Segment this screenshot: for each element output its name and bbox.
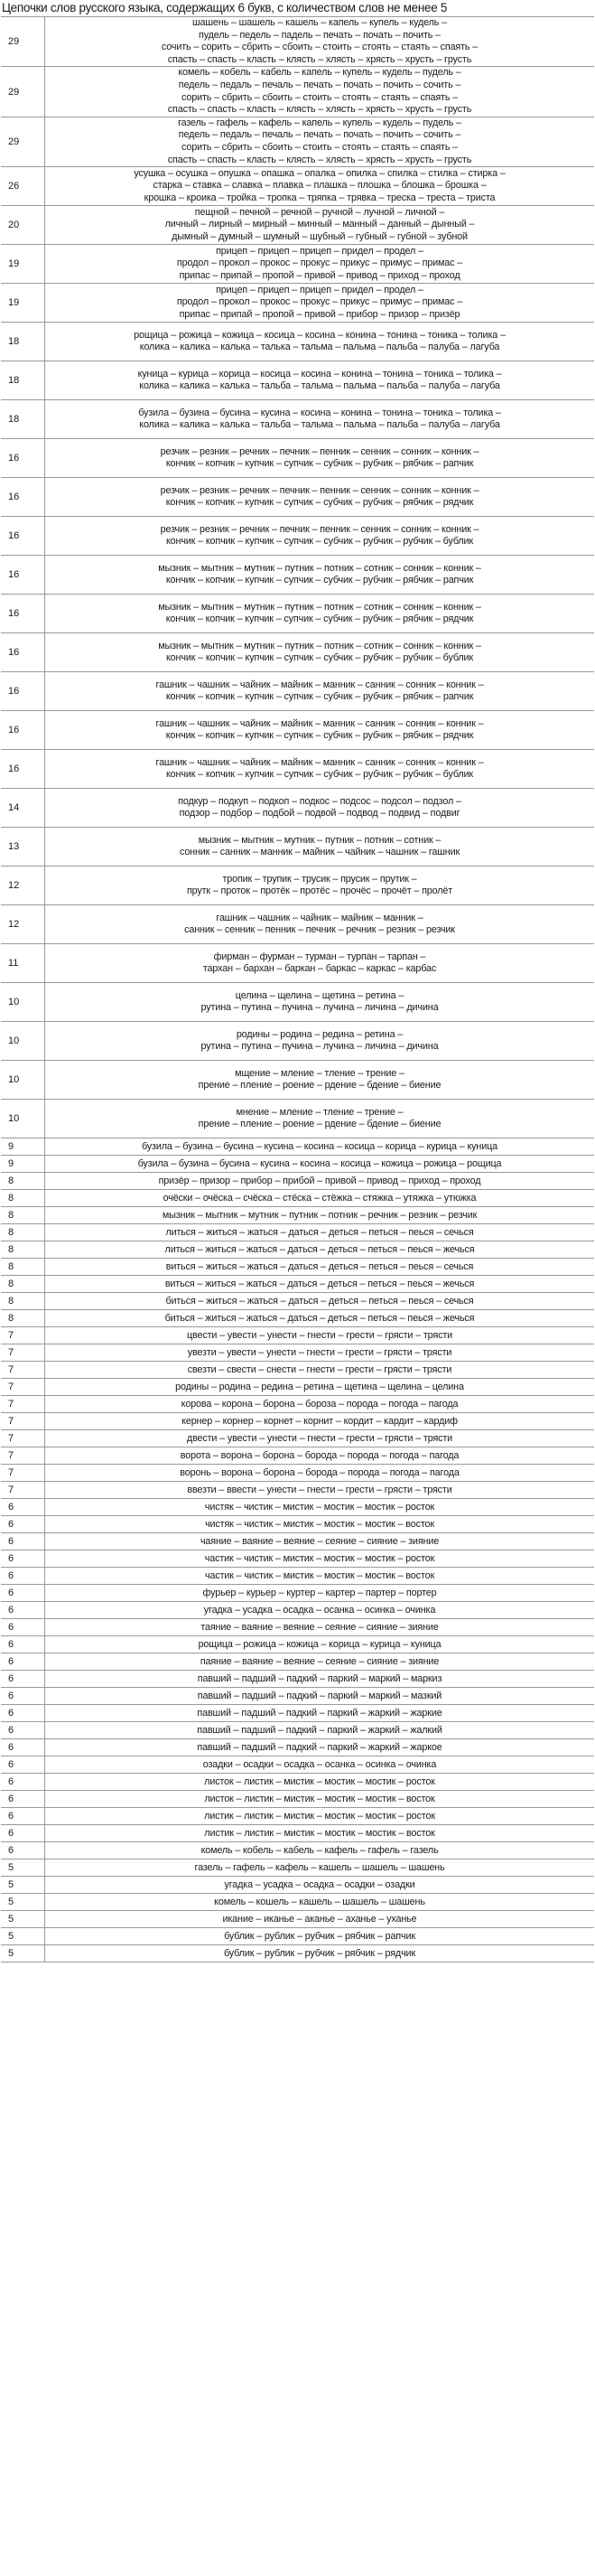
word-chain: [45, 17, 595, 67]
word-chain: бублик – рублик – рубчик – рябчик – рядчик: [45, 1945, 595, 1962]
word-chain: [45, 866, 595, 905]
table-row: [1, 1774, 594, 1791]
chain-line: колика – калика – калька – тальба – тальма – пальма – пальба – палуба – лагуба: [139, 380, 500, 392]
word-count: 6: [1, 1739, 45, 1756]
word-count: 8: [1, 1293, 45, 1310]
word-chain: газель – гафель – кафель – кашель – шашель – шашень: [45, 1859, 595, 1877]
chain-line: мщение – мление – тление – трение –: [235, 1067, 404, 1079]
table-row: [1, 1653, 594, 1671]
table-row: [1, 1276, 594, 1293]
chain-line: сорить – сбрить – сбоить – стоить – стоять – стаять – спаять –: [181, 91, 459, 103]
word-chain: ввезти – ввести – унести – гнести – грести – грясти – трясти: [45, 1482, 595, 1499]
word-chain: [45, 1022, 595, 1061]
chain-line: рутина – путина – пучина – лучина – личина – дичина: [200, 1041, 439, 1053]
word-count: 6: [1, 1619, 45, 1636]
word-count: 6: [1, 1688, 45, 1705]
word-count: 5: [1, 1877, 45, 1894]
chain-line: спасть – спасть – класть – клясть – хлясть – хрясть – хрусть – грусть: [167, 53, 472, 65]
word-chain: ворота – ворона – борона – борода – порода – погода – пагода: [45, 1447, 595, 1465]
word-chain: фурьер – курьер – куртер – картер – партер – портер: [45, 1585, 595, 1602]
word-chain: [45, 905, 595, 944]
chain-line: припас – припай – пропой – привой – прибор – призор – призёр: [179, 308, 460, 320]
table-row: [1, 1482, 594, 1499]
word-count: 29: [1, 17, 45, 67]
chain-line: сонник – санник – манник – майник – чайник – чашник – гашник: [179, 847, 460, 858]
word-chain: частик – чистик – мистик – мостик – мостик – росток: [45, 1550, 595, 1568]
table-row: [1, 1688, 594, 1705]
word-chain: угадка – усадка – осадка – осанка – осинка – очинка: [45, 1602, 595, 1619]
word-count: 10: [1, 1022, 45, 1061]
table-row: [1, 117, 594, 166]
chain-line: мызник – мытник – мутник – путник – потник – сотник –: [198, 834, 442, 846]
page-title: Цепочки слов русского языка, содержащих 6 букв, с количеством слов не менее 5: [2, 1, 448, 14]
word-chain: [45, 633, 595, 672]
word-chain: павший – падший – падкий – паркий – маркий – маркиз: [45, 1671, 595, 1688]
table-row: [1, 789, 594, 828]
chain-line: спасть – спасть – класть – клясть – хлясть – хрясть – хрусть – грусть: [167, 154, 472, 165]
word-count: 8: [1, 1310, 45, 1327]
chain-line: гашник – чашник – чайник – майник – манник –: [216, 912, 423, 923]
table-row: [1, 1156, 594, 1173]
word-count: 8: [1, 1173, 45, 1190]
table-row: [1, 1825, 594, 1842]
table-row: [1, 1413, 594, 1430]
word-chain: цвести – увести – унести – гнести – грести – грясти – трясти: [45, 1327, 595, 1344]
table-row: [1, 1859, 594, 1877]
word-chain: [45, 117, 595, 166]
chain-line: комель – кобель – кабель – капель – купель – кудель – пудель –: [178, 67, 461, 79]
table-row: [1, 245, 594, 284]
table-row: [1, 17, 594, 67]
chain-line: рутина – путина – пучина – лучина – личина – дичина: [200, 1002, 439, 1014]
word-chain: [45, 206, 595, 245]
table-row: [1, 672, 594, 711]
word-chain: листик – листик – мистик – мостик – мостик – восток: [45, 1825, 595, 1842]
chain-line: прицеп – прицеп – прицеп – придел – продел –: [216, 284, 423, 295]
table-row: [1, 866, 594, 905]
word-count: 5: [1, 1911, 45, 1928]
word-chain: [45, 750, 595, 789]
word-count: 8: [1, 1241, 45, 1259]
word-count: 6: [1, 1756, 45, 1774]
word-count: 6: [1, 1653, 45, 1671]
table-row: [1, 1739, 594, 1756]
word-chains-table-body: [1, 17, 594, 1962]
word-chain: озадки – осадки – осадка – осанка – осинка – очинка: [45, 1756, 595, 1774]
table-row: [1, 1344, 594, 1362]
word-chain: рощица – рожица – кожица – корица – курица – куница: [45, 1636, 595, 1653]
word-chain: [45, 672, 595, 711]
word-count: 12: [1, 866, 45, 905]
table-row: [1, 1516, 594, 1533]
word-chain: чаяние – ваяние – веяние – сеяние – сияние – зияние: [45, 1533, 595, 1550]
word-chain: икание – иканье – аканье – аханье – уханье: [45, 1911, 595, 1928]
table-row: [1, 1808, 594, 1825]
word-chain: мызник – мытник – мутник – путник – потник – речник – резник – резчик: [45, 1207, 595, 1224]
chain-line: куница – курица – корица – косица – косина – конина – тонина – тоника – толика –: [137, 368, 502, 379]
word-count: 8: [1, 1207, 45, 1224]
chain-line: прение – пление – роение – рдение – бдение – биение: [198, 1119, 442, 1130]
chain-line: кончик – копчик – купчик – супчик – субчик – рубчик – рябчик – рядчик: [165, 497, 474, 509]
word-count: 16: [1, 517, 45, 556]
chain-line: кончик – копчик – купчик – супчик – субчик – рубчик – рябчик – рядчик: [165, 614, 474, 625]
chain-line: прицеп – прицеп – прицеп – придел – продел –: [216, 245, 423, 257]
table-row: [1, 905, 594, 944]
table-row: [1, 1636, 594, 1653]
table-row: [1, 1327, 594, 1344]
word-chain: [45, 67, 595, 117]
chain-line: пудель – педель – падель – печать – почать – почить –: [199, 29, 441, 41]
table-row: [1, 400, 594, 439]
word-count: 10: [1, 983, 45, 1022]
table-row: [1, 1877, 594, 1894]
table-row: [1, 1173, 594, 1190]
word-count: 16: [1, 633, 45, 672]
word-chain: павший – падший – падкий – паркий – жаркий – жаркое: [45, 1739, 595, 1756]
word-chain: виться – житься – жаться – даться – деться – петься – пеься – сечься: [45, 1259, 595, 1276]
chain-line: резчик – резник – речник – печник – пенник – сенник – сонник – конник –: [160, 484, 479, 496]
chain-line: кончик – копчик – купчик – супчик – субчик – рубчик – рябчик – рапчик: [165, 458, 474, 470]
table-row: [1, 1722, 594, 1739]
chain-line: прение – пление – роение – рдение – бдение – биение: [198, 1080, 442, 1091]
word-chain: комель – кошель – кашель – шашель – шашень: [45, 1894, 595, 1911]
chain-line: дымный – думный – шумный – шубный – губный – губной – зубной: [172, 230, 468, 242]
word-count: 16: [1, 672, 45, 711]
word-count: 16: [1, 556, 45, 595]
chain-line: тропик – трупик – трусик – прусик – прутик –: [222, 873, 417, 885]
table-row: [1, 1499, 594, 1516]
word-count: 18: [1, 361, 45, 400]
table-row: [1, 1224, 594, 1241]
word-chain: листок – листик – мистик – мостик – мостик – росток: [45, 1774, 595, 1791]
word-count: 8: [1, 1259, 45, 1276]
table-row: [1, 1138, 594, 1156]
table-row: [1, 67, 594, 117]
table-row: [1, 323, 594, 361]
word-count: 18: [1, 323, 45, 361]
chain-line: гашник – чашник – чайник – майник – манник – санник – сонник – конник –: [155, 679, 484, 690]
table-row: [1, 206, 594, 245]
word-count: 8: [1, 1190, 45, 1207]
table-row: [1, 1671, 594, 1688]
table-row: [1, 1533, 594, 1550]
word-count: 12: [1, 905, 45, 944]
chain-line: усушка – осушка – опушка – опашка – опалка – опилка – спилка – стилка – стирка –: [134, 167, 506, 179]
table-row: [1, 711, 594, 750]
table-row: [1, 556, 594, 595]
word-count: 10: [1, 1100, 45, 1138]
word-chain: [45, 1061, 595, 1100]
word-count: 16: [1, 439, 45, 478]
table-row: [1, 439, 594, 478]
word-chain: [45, 944, 595, 983]
word-chain: [45, 400, 595, 439]
table-row: [1, 1756, 594, 1774]
word-chain: бузила – бузина – бусина – кусина – косина – косица – корица – курица – куница: [45, 1138, 595, 1156]
word-count: 7: [1, 1430, 45, 1447]
word-count: 6: [1, 1533, 45, 1550]
word-count: 6: [1, 1842, 45, 1859]
word-chain: воронь – ворона – борона – борода – порода – погода – пагода: [45, 1465, 595, 1482]
word-chain: комель – кобель – кабель – кафель – гафель – газель: [45, 1842, 595, 1859]
chain-line: педель – педаль – печаль – печать – почать – почить – сочить –: [178, 129, 461, 141]
word-chain: [45, 517, 595, 556]
chain-line: продол – прокол – прокос – прокус – прикус – примус – примас –: [176, 258, 463, 269]
word-chain: листик – листик – мистик – мостик – мостик – росток: [45, 1808, 595, 1825]
word-count: 6: [1, 1636, 45, 1653]
table-row: [1, 1465, 594, 1482]
word-count: 16: [1, 711, 45, 750]
word-chain: бублик – рублик – рубчик – рябчик – рапчик: [45, 1928, 595, 1945]
chain-line: мызник – мытник – мутник – путник – потник – сотник – сонник – конник –: [158, 562, 481, 574]
word-chains-table: [1, 16, 594, 1962]
word-count: 7: [1, 1413, 45, 1430]
word-chain: двести – увести – унести – гнести – грести – грясти – трясти: [45, 1430, 595, 1447]
table-row: [1, 167, 594, 206]
table-row: [1, 944, 594, 983]
chain-line: колика – калика – калька – тальба – тальма – пальма – пальба – палуба – лагуба: [139, 419, 500, 431]
word-count: 5: [1, 1945, 45, 1962]
word-chain: угадка – усадка – осадка – осадки – озадки: [45, 1877, 595, 1894]
chain-line: крошка – кроика – тройка – тропка – тряпка – трявка – треска – треста – триста: [144, 192, 496, 203]
table-row: [1, 1022, 594, 1061]
word-chain: [45, 556, 595, 595]
word-chain: литься – житься – жаться – даться – деться – петься – пеься – жечься: [45, 1241, 595, 1259]
word-count: 5: [1, 1894, 45, 1911]
chain-line: целина – щелина – щетина – ретина –: [235, 989, 404, 1001]
chain-line: педель – педаль – печаль – печать – почать – почить – сочить –: [178, 79, 461, 90]
chain-line: сорить – сбрить – сбоить – стоить – стоять – стаять – спаять –: [181, 141, 459, 153]
table-row: [1, 1241, 594, 1259]
table-row: [1, 1928, 594, 1945]
chain-line: пещной – печной – речной – ручной – лучной – личной –: [194, 206, 445, 218]
word-chain: [45, 828, 595, 866]
word-count: 16: [1, 478, 45, 517]
table-row: [1, 1842, 594, 1859]
word-count: 6: [1, 1825, 45, 1842]
word-count: 16: [1, 750, 45, 789]
word-count: 11: [1, 944, 45, 983]
table-row: [1, 1207, 594, 1224]
chain-line: газель – гафель – кафель – капель – купель – кудель – пудель –: [178, 117, 461, 128]
chain-line: кончик – копчик – купчик – супчик – субчик – рубчик – рубчик – бублик: [165, 652, 473, 664]
table-row: [1, 1791, 594, 1808]
table-row: [1, 1619, 594, 1636]
table-row: [1, 1705, 594, 1722]
table-row: [1, 1568, 594, 1585]
word-chain: чистяк – чистик – мистик – мостик – мостик – росток: [45, 1499, 595, 1516]
word-count: 6: [1, 1671, 45, 1688]
word-chain: [45, 789, 595, 828]
word-chain: [45, 711, 595, 750]
table-row: [1, 1190, 594, 1207]
word-chain: призёр – призор – прибор – прибой – привой – привод – приход – проход: [45, 1173, 595, 1190]
word-count: 8: [1, 1224, 45, 1241]
word-chain: литься – житься – жаться – даться – деться – петься – пеься – сечься: [45, 1224, 595, 1241]
word-chain: биться – житься – жаться – даться – деться – петься – пеься – жечься: [45, 1310, 595, 1327]
word-chain: [45, 595, 595, 633]
table-row: [1, 478, 594, 517]
table-row: [1, 1911, 594, 1928]
chain-line: мызник – мытник – мутник – путник – потник – сотник – сонник – конник –: [158, 640, 481, 651]
word-count: 6: [1, 1774, 45, 1791]
word-count: 9: [1, 1138, 45, 1156]
word-chain: таяние – ваяние – веяние – сеяние – сияние – зияние: [45, 1619, 595, 1636]
word-count: 7: [1, 1344, 45, 1362]
chain-line: мызник – мытник – мутник – путник – потник – сотник – сонник – конник –: [158, 601, 481, 613]
chain-line: припас – припай – пропой – привой – привод – приход – проход: [179, 269, 460, 281]
word-count: 6: [1, 1722, 45, 1739]
chain-line: гашник – чашник – чайник – майник – манник – санник – сонник – конник –: [155, 717, 484, 729]
table-row: [1, 1100, 594, 1138]
word-count: 7: [1, 1482, 45, 1499]
word-count: 19: [1, 245, 45, 284]
word-count: 19: [1, 284, 45, 323]
chain-line: спасть – спасть – класть – клясть – хлясть – хрясть – хрусть – грусть: [167, 104, 472, 116]
word-count: 6: [1, 1585, 45, 1602]
word-count: 6: [1, 1499, 45, 1516]
chain-line: кончик – копчик – купчик – супчик – субчик – рубчик – рубчик – бублик: [165, 769, 473, 781]
word-chain: павший – падший – падкий – паркий – жаркий – жаркие: [45, 1705, 595, 1722]
chain-line: санник – сенник – пенник – печник – речник – резник – резчик: [184, 924, 455, 936]
table-row: [1, 1430, 594, 1447]
word-count: 8: [1, 1276, 45, 1293]
word-chain: листок – листик – мистик – мостик – мостик – восток: [45, 1791, 595, 1808]
word-count: 18: [1, 400, 45, 439]
word-chain: паяние – ваяние – веяние – сеяние – сияние – зияние: [45, 1653, 595, 1671]
table-row: [1, 750, 594, 789]
word-chain: [45, 284, 595, 323]
word-count: 29: [1, 117, 45, 166]
chain-line: мнение – мление – тление – трение –: [236, 1106, 404, 1118]
table-row: [1, 595, 594, 633]
word-chain: свезти – свести – снести – гнести – грести – грясти – трясти: [45, 1362, 595, 1379]
chain-line: продол – прокол – прокос – прокус – прикус – примус – примас –: [176, 296, 463, 308]
chain-line: резчик – резник – речник – печник – пенник – сенник – сонник – конник –: [160, 523, 479, 535]
word-chain: павший – падший – падкий – паркий – жаркий – жалкий: [45, 1722, 595, 1739]
word-chain: очёски – очёска – счёска – стёска – стёжка – стяжка – утяжка – утюжка: [45, 1190, 595, 1207]
table-row: [1, 1550, 594, 1568]
word-chain: корова – корона – борона – бороза – порода – погода – пагода: [45, 1396, 595, 1413]
chain-line: кончик – копчик – купчик – супчик – субчик – рубчик – рябчик – рапчик: [165, 575, 474, 586]
word-count: 26: [1, 167, 45, 206]
word-count: 6: [1, 1791, 45, 1808]
word-count: 13: [1, 828, 45, 866]
chain-line: подзор – подбор – подбой – подвой – подвод – подвид – подвиг: [179, 808, 460, 820]
word-chain: частик – чистик – мистик – мостик – мостик – восток: [45, 1568, 595, 1585]
chain-line: бузила – бузина – бусина – кусина – косина – конина – тонина – тоника – толика –: [138, 407, 501, 418]
table-row: [1, 1447, 594, 1465]
word-count: 6: [1, 1705, 45, 1722]
table-row: [1, 828, 594, 866]
word-chain: [45, 1100, 595, 1138]
chain-line: сочить – сорить – сбрить – сбоить – стоить – стоять – стаять – спаять –: [161, 42, 479, 53]
chain-line: кончик – копчик – купчик – супчик – субчик – рубчик – рябчик – рапчик: [165, 691, 474, 703]
word-count: 7: [1, 1379, 45, 1396]
chain-line: старка – ставка – славка – плавка – плашка – плошка – блошка – брошка –: [153, 180, 487, 192]
word-chain: биться – житься – жаться – даться – деться – петься – пеься – сечься: [45, 1293, 595, 1310]
word-chain: кернер – корнер – корнет – корнит – кордит – кардит – кардиф: [45, 1413, 595, 1430]
table-row: [1, 1379, 594, 1396]
chain-line: прутк – проток – протёк – протёс – прочёс – прочёт – пролёт: [186, 885, 453, 897]
word-chain: бузила – бузина – бусина – кусина – косина – косица – кожица – рожица – рощица: [45, 1156, 595, 1173]
word-chain: виться – житься – жаться – даться – деться – петься – пеься – жечься: [45, 1276, 595, 1293]
word-count: 14: [1, 789, 45, 828]
chain-line: тархан – бархан – баркан – баркас – каркас – карбас: [202, 963, 437, 975]
word-count: 9: [1, 1156, 45, 1173]
word-chain: [45, 323, 595, 361]
word-chain: [45, 478, 595, 517]
table-row: [1, 1585, 594, 1602]
word-chain: увезти – увести – унести – гнести – грести – грясти – трясти: [45, 1344, 595, 1362]
chain-line: резчик – резник – речник – печник – пенник – сенник – сонник – конник –: [160, 445, 479, 457]
word-count: 7: [1, 1465, 45, 1482]
table-row: [1, 1945, 594, 1962]
word-chain: [45, 361, 595, 400]
chain-line: кончик – копчик – купчик – супчик – субчик – рубчик – рубчик – бублик: [165, 536, 473, 548]
table-row: [1, 1362, 594, 1379]
word-count: 29: [1, 67, 45, 117]
word-count: 6: [1, 1516, 45, 1533]
word-count: 7: [1, 1447, 45, 1465]
table-row: [1, 1396, 594, 1413]
table-row: [1, 517, 594, 556]
word-count: 7: [1, 1327, 45, 1344]
word-chain: родины – родина – редина – ретина – щетина – щелина – целина: [45, 1379, 595, 1396]
word-count: 7: [1, 1396, 45, 1413]
table-row: [1, 1259, 594, 1276]
chain-line: гашник – чашник – чайник – майник – манник – санник – сонник – конник –: [155, 756, 484, 768]
table-row: [1, 361, 594, 400]
word-chain: [45, 245, 595, 284]
chain-line: родины – родина – редина – ретина –: [236, 1028, 404, 1040]
chain-line: подкур – подкуп – подкоп – подкос – подсос – подсол – подзол –: [178, 795, 461, 807]
chain-line: фирман – фурман – турман – турпан – тарпан –: [213, 951, 426, 962]
table-row: [1, 983, 594, 1022]
chain-line: колика – калика – калька – талька – тальма – пальма – пальба – палуба – лагуба: [139, 342, 500, 353]
word-count: 7: [1, 1362, 45, 1379]
word-count: 6: [1, 1602, 45, 1619]
word-count: 20: [1, 206, 45, 245]
table-row: [1, 284, 594, 323]
chain-line: кончик – копчик – купчик – супчик – субчик – рубчик – рябчик – рядчик: [165, 730, 474, 742]
word-count: 5: [1, 1928, 45, 1945]
word-count: 16: [1, 595, 45, 633]
table-row: [1, 1061, 594, 1100]
word-count: 6: [1, 1550, 45, 1568]
chain-line: рощица – рожица – кожица – косица – косина – конина – тонина – тоника – толика –: [134, 329, 506, 341]
word-chain: [45, 167, 595, 206]
table-row: [1, 1310, 594, 1327]
table-row: [1, 1894, 594, 1911]
table-row: [1, 1602, 594, 1619]
table-row: [1, 633, 594, 672]
word-chain: [45, 439, 595, 478]
chain-line: личный – лирный – мирный – минный – манный – данный – дынный –: [164, 219, 475, 230]
chain-line: шашень – шашель – кашель – капель – купель – кудель –: [192, 17, 447, 28]
word-count: 5: [1, 1859, 45, 1877]
word-count: 10: [1, 1061, 45, 1100]
word-chain: павший – падший – падкий – паркий – маркий – мазкий: [45, 1688, 595, 1705]
word-chain: чистяк – чистик – мистик – мостик – мостик – восток: [45, 1516, 595, 1533]
word-count: 6: [1, 1808, 45, 1825]
table-row: [1, 1293, 594, 1310]
word-chain: [45, 983, 595, 1022]
word-count: 6: [1, 1568, 45, 1585]
